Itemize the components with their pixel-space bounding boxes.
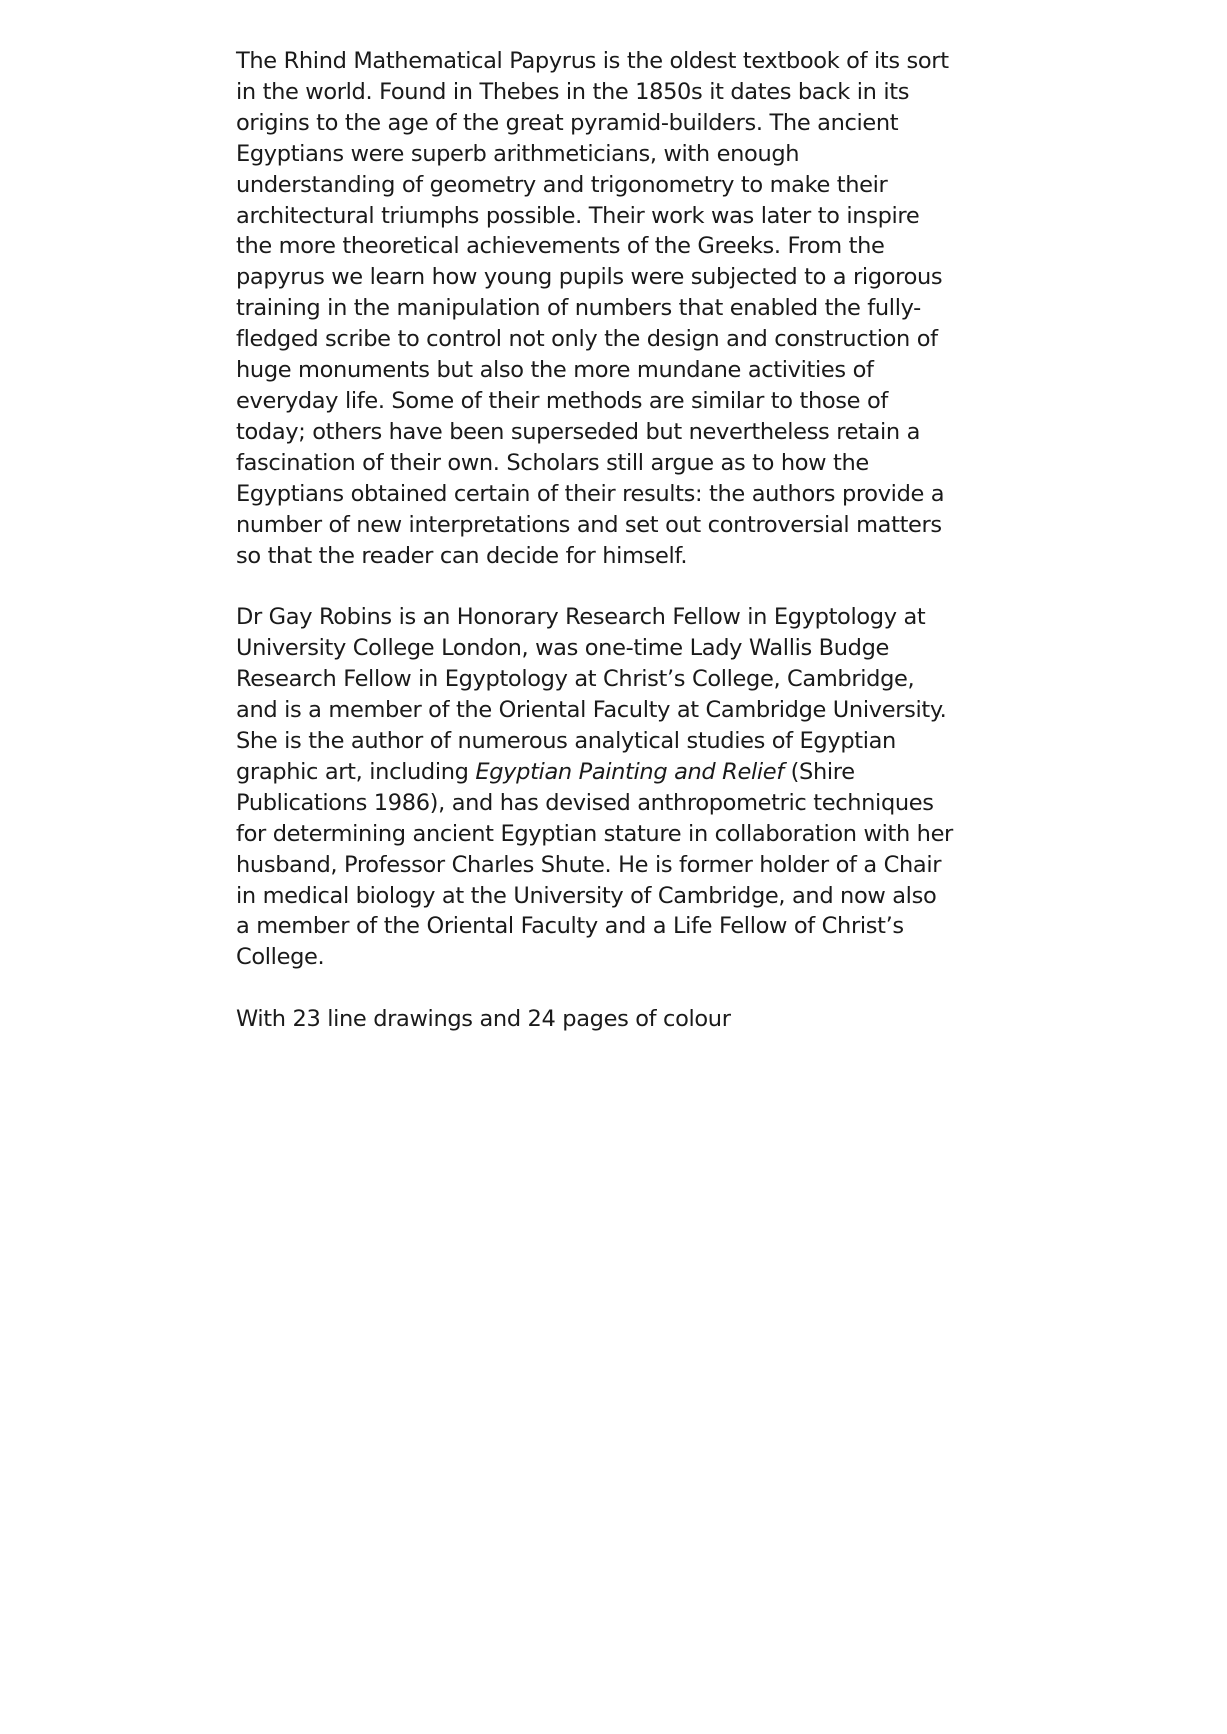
- text-line: everyday life. Some of their methods are similar to those of: [236, 387, 888, 414]
- text-line: papyrus we learn how young pupils were subjected to a rigorous: [236, 264, 943, 291]
- text-line: number of new interpretations and set out controversial matters: [236, 511, 942, 538]
- book-title: Egyptian Painting and Relief: [475, 758, 784, 785]
- author-bio-paragraph: [236, 602, 1036, 973]
- text-line: Publications 1986), and has devised anthropometric techniques: [236, 789, 934, 816]
- text-line: so that the reader can decide for himself.: [236, 542, 688, 569]
- text-line: She is the author of numerous analytical studies of Egyptian: [236, 728, 896, 755]
- text-line: huge monuments but also the more mundane activities of: [236, 357, 874, 384]
- text-line: fascination of their own. Scholars still argue as to how the: [236, 449, 869, 476]
- text-line: in the world. Found in Thebes in the 1850s it dates back in its: [236, 78, 910, 105]
- blurb-text: [236, 46, 1036, 1035]
- text-line: for determining ancient Egyptian stature in collaboration with her: [236, 820, 953, 847]
- text-line: a member of the Oriental Faculty and a Life Fellow of Christ’s: [236, 913, 904, 940]
- text-line: today; others have been superseded but nevertheless retain a: [236, 418, 921, 445]
- text-line: training in the manipulation of numbers that enabled the fully-: [236, 295, 921, 322]
- text-line: the more theoretical achievements of the Greeks. From the: [236, 233, 885, 260]
- text-line: Egyptians obtained certain of their results: the authors provide a: [236, 480, 945, 507]
- text-line: origins to the age of the great pyramid-builders. The ancient: [236, 109, 899, 136]
- text-line: Research Fellow in Egyptology at Christ’s College, Cambridge,: [236, 666, 915, 693]
- text-line: understanding of geometry and trigonometry to make their: [236, 171, 888, 198]
- text-line: The Rhind Mathematical Papyrus is the oldest textbook of its sort: [236, 48, 949, 74]
- text-line: College.: [236, 944, 325, 971]
- text-line: architectural triumphs possible. Their work was later to inspire: [236, 202, 920, 229]
- text-line: in medical biology at the University of Cambridge, and now also: [236, 882, 937, 909]
- text-fragment: graphic art, including: [236, 758, 476, 785]
- text-line: University College London, was one-time Lady Wallis Budge: [236, 635, 890, 662]
- text-line: husband, Professor Charles Shute. He is former holder of a Chair: [236, 851, 942, 878]
- paragraph-spacer: [236, 973, 1036, 1004]
- text-line-with-book-title: [236, 757, 1036, 788]
- text-line: fledged scribe to control not only the design and construction of: [236, 326, 938, 353]
- text-fragment: (Shire: [783, 758, 855, 785]
- text-line: Dr Gay Robins is an Honorary Research Fellow in Egyptology at: [236, 604, 926, 631]
- text-line: and is a member of the Oriental Faculty at Cambridge University.: [236, 697, 947, 724]
- description-paragraph: [236, 46, 1036, 571]
- text-line: With 23 line drawings and 24 pages of colour: [236, 1006, 731, 1033]
- illustrations-note: [236, 1004, 1036, 1035]
- paragraph-spacer: [236, 571, 1036, 602]
- text-line: Egyptians were superb arithmeticians, with enough: [236, 140, 800, 167]
